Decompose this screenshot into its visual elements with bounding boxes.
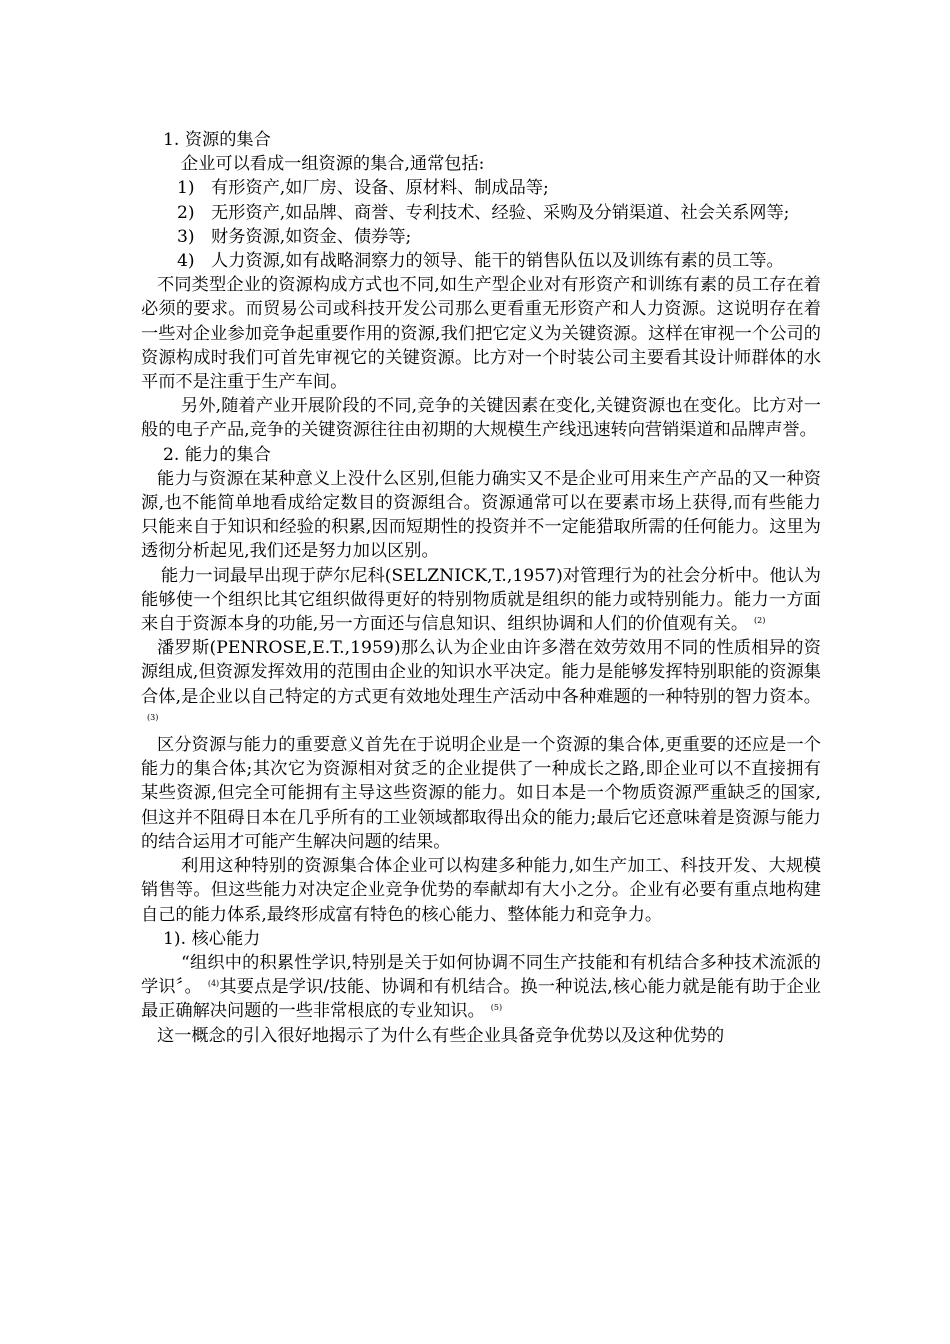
- paragraph-text: 能力一词最早出现于萨尔尼科(SELZNICK,T.,1957)对管理行为的社会分析中。他认为能够使一个组织比其它组织做得更好的特别物质就是组织的能力或特别能力。能力一方面来自于资源本身的功能,另一方面还与信息知识、组织协调和人们的价值观有关。: [141, 565, 821, 635]
- paragraph: 能力与资源在某种意义上没什么区别,但能力确实又不是企业可用来生产产品的又一种资源,也不能简单地看成给定数目的资源组合。资源通常可以在要素市场上获得,而有些能力只能来自于知识和经验的积累,因而短期性的投资并不一定能猎取所需的任何能力。这里为透彻分析起见,我们还是努力加以区别。: [141, 468, 821, 562]
- list-number: 2): [177, 202, 195, 223]
- footnote-ref: (5): [490, 1003, 503, 1013]
- paragraph: 区分资源与能力的重要意义首先在于说明企业是一个资源的集合体,更重要的还应是一个能力的集合体;其次它为资源相对贫乏的企业提供了一种成长之路,即企业可以不直接拥有某些资源,但完全可能拥有主导这些资源的能力。如日本是一个物质资源严重缺乏的国家,但这并不阻碍日本在几乎所有的工业领域都取得出众的能力;最后它还意味着是资源与能力的结合运用才可能产生解决问题的结果。: [141, 735, 821, 852]
- document-body: [141, 128, 821, 1048]
- section-heading-resources: 1. 资源的集合: [163, 130, 271, 150]
- paragraph: 利用这种特别的资源集合体企业可以构建多种能力,如生产加工、科技开发、大规模销售等。但这些能力对决定企业竞争优势的奉献却有大小之分。企业有必要有重点地构建自己的能力体系,最终形成富有特色的核心能力、整体能力和竞争力。: [141, 856, 821, 925]
- list-text: 有形资产,如厂房、设备、原材料、制成品等;: [211, 178, 549, 199]
- paragraph: 另外,随着产业开展阶段的不同,竞争的关键因素在变化,关键资源也在变化。比方对一般的电子产品,竞争的关键资源往往由初期的大规模生产线迅速转向营销渠道和品牌声誉。: [141, 396, 821, 441]
- paragraph: 不同类型企业的资源构成方式也不同,如生产型企业对有形资产和训练有素的员工存在着必须的要求。而贸易公司或科技开发公司那么更看重无形资产和人力资源。这说明存在着一些对企业参加竞争起重要作用的资源,我们把它定义为关键资源。这样在审视一个公司的资源构成时我们可首先审视它的关键资源。比方对一个时装公司主要看其设计师群体的水平而不是注重于生产车间。: [141, 275, 821, 393]
- footnote-ref: (3): [147, 712, 159, 722]
- list-text: 无形资产,如品牌、商誉、专利技术、经验、采购及分销渠道、社会关系网等;: [211, 202, 790, 223]
- list-text: 人力资源,如有战略洞察力的领导、能干的销售队伍以及训练有素的员工等。: [211, 251, 784, 272]
- list-number: 3): [177, 226, 195, 247]
- section-heading-core-competence: 1). 核心能力: [163, 928, 261, 949]
- list-item: [141, 249, 821, 273]
- list-number: 1): [177, 178, 195, 199]
- paragraph: 这一概念的引入很好地揭示了为什么有些企业具备竞争优势以及这种优势的: [157, 1025, 725, 1046]
- paragraph: [141, 636, 821, 733]
- list-item: [141, 201, 821, 225]
- paragraph: [141, 564, 821, 637]
- resources-lead: 企业可以看成一组资源的集合,通常包括:: [181, 154, 485, 175]
- footnote-ref: (4): [207, 979, 220, 989]
- list-item: [141, 176, 821, 200]
- list-number: 4): [177, 251, 195, 272]
- list-text: 财务资源,如资金、债券等;: [211, 226, 412, 247]
- paragraph-text: 其要点是学识/技能、协调和有机结合。换一种说法,核心能力就是能有助于企业最正确解决问题的一些非常根底的专业知识。: [141, 977, 821, 1022]
- footnote-ref: (2): [754, 616, 766, 626]
- section-heading-capabilities: 2. 能力的集合: [163, 444, 271, 465]
- quote-text: “组织中的积累性学识,特别是关于如何协调不同生产技能和有机结合多种技术流派的学识〞。: [141, 952, 821, 998]
- paragraph: [141, 951, 821, 1024]
- paragraph-text: 潘罗斯(PENROSE,E.T.,1959)那么认为企业由许多潜在效劳效用不同的性质相异的资源组成,但资源发挥效用的范围由企业的知识水平决定。能力是能够发挥特别职能的资源集合体,是企业以自己特定的方式更有效地处理生产活动中各种难题的一种特别的智力资本。: [141, 638, 821, 707]
- list-item: [141, 225, 821, 249]
